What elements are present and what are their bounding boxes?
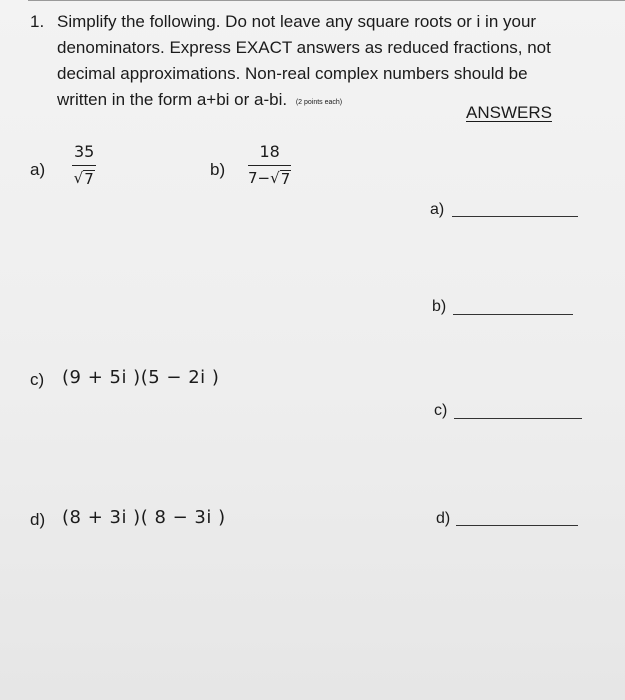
problem-b-numerator: 18	[259, 142, 280, 161]
problem-b-denominator-prefix: 7−	[248, 169, 271, 188]
problem-b-denominator	[248, 166, 291, 188]
problem-c-expression: (9 + 5i )(5 − 2i )	[62, 367, 220, 388]
instructions-text: Simplify the following. Do not leave any square roots or i in your denominators. Express EXACT answers as reduced fractions, not decimal approximations. Non-real complex numbers should be written in the form a+bi or a-bi.	[57, 12, 551, 109]
problem-b-fraction	[248, 142, 291, 188]
answer-a-blank[interactable]	[452, 216, 578, 217]
radical-sign: √	[270, 169, 280, 188]
answer-c-blank[interactable]	[454, 418, 582, 419]
problem-a-radicand: 7	[84, 170, 94, 189]
answer-d-label: d)	[436, 510, 451, 527]
answer-d-blank[interactable]	[456, 525, 578, 526]
problem-c-label: c)	[30, 370, 45, 389]
problem-b-label: b)	[210, 160, 226, 179]
question-instructions	[57, 9, 557, 116]
page-top-rule	[28, 0, 625, 1]
problem-a-denominator	[74, 166, 95, 188]
answer-a-label: a)	[430, 201, 445, 218]
problem-d-expression: (8 + 3i )( 8 − 3i )	[62, 507, 226, 528]
question-number: 1.	[30, 12, 45, 31]
answers-header: ANSWERS	[466, 103, 552, 122]
problem-d-label: d)	[30, 510, 46, 529]
problem-a-numerator: 35	[74, 142, 95, 161]
problem-a-label: a)	[30, 160, 46, 179]
radical-sign: √	[73, 169, 84, 188]
problem-a-fraction	[72, 142, 96, 188]
points-note: (2 points each)	[295, 99, 343, 106]
answer-b-blank[interactable]	[453, 314, 573, 315]
answer-c-label: c)	[434, 402, 448, 419]
answer-b-label: b)	[432, 298, 447, 315]
problem-b-radicand: 7	[280, 170, 291, 189]
